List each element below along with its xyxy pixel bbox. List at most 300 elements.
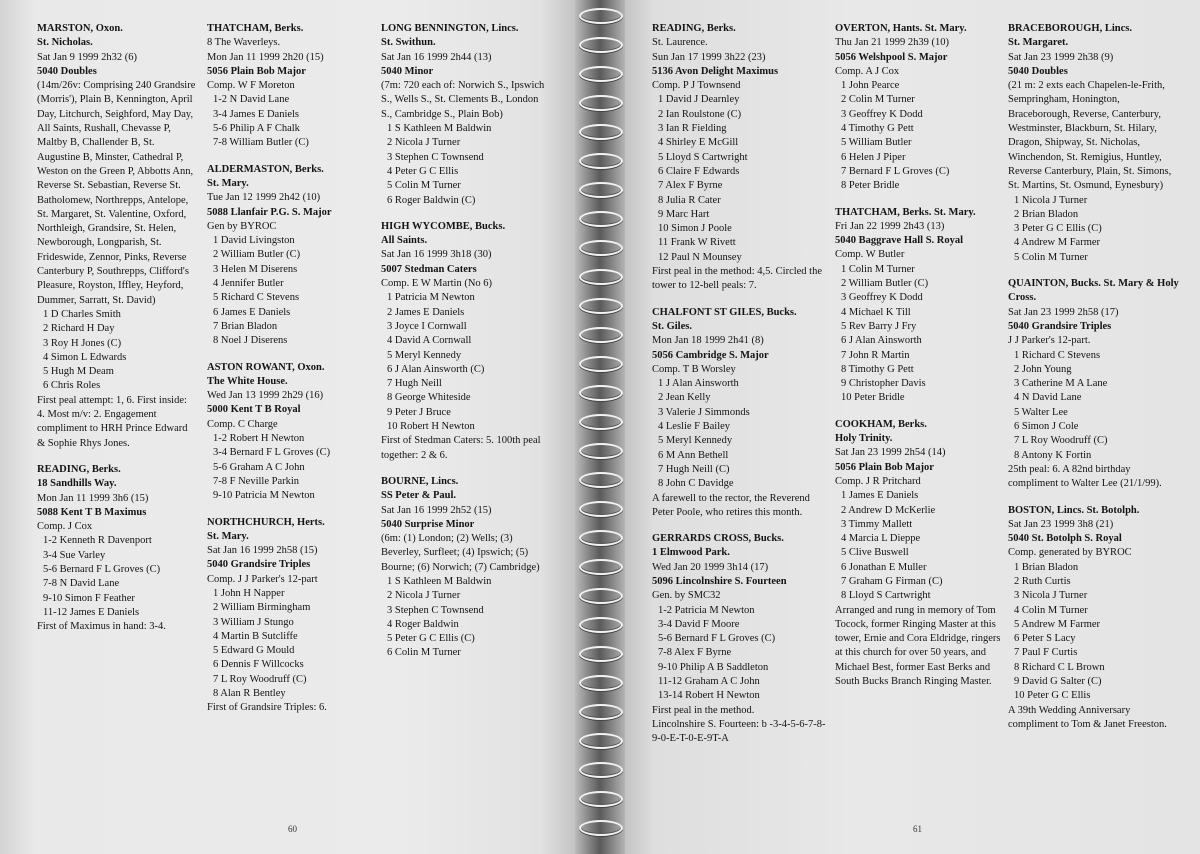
binding-ring-loop xyxy=(579,95,623,111)
peal-details: Comp. A J Cox xyxy=(835,65,900,77)
ringer-name: 10 Robert H Newton xyxy=(387,421,475,433)
peal-date: Sat Jan 16 1999 2h52 (15) xyxy=(381,504,492,516)
peal-method: 5056 Welshpool S. Major xyxy=(835,51,948,63)
ringer-name: 2 Richard H Day xyxy=(43,323,115,335)
ringer-name: 5 Colin M Turner xyxy=(1014,251,1088,263)
entry-heading: COOKHAM, Berks. xyxy=(835,418,927,430)
peal-date: Mon Jan 11 1999 2h20 (15) xyxy=(207,51,324,63)
binding-ring-loop xyxy=(579,8,623,24)
binding-ring-loop xyxy=(579,153,623,169)
ringer-name: 1-2 Patricia M Newton xyxy=(658,604,755,616)
ringer-name: 1 David J Dearnley xyxy=(658,94,740,106)
peal-method: 5040 Doubles xyxy=(37,65,97,77)
ringer-name: 1 James E Daniels xyxy=(841,490,919,502)
ringer-name: 7 Hugh Neill (C) xyxy=(658,463,730,475)
ringer-name: 6 Helen J Piper xyxy=(841,151,906,163)
ringer-name: 6 Dennis F Willcocks xyxy=(213,659,304,671)
binding-ring xyxy=(577,470,623,488)
binding-ring-loop xyxy=(579,66,623,82)
binding-ring xyxy=(577,615,623,633)
ringer-name: 4 Colin M Turner xyxy=(1014,604,1088,616)
entry-heading: St. Laurence. xyxy=(652,37,708,49)
peal-method: 5088 Kent T B Maximus xyxy=(37,506,147,518)
entry-heading: THATCHAM, Berks. xyxy=(207,23,304,34)
peal-date: Wed Jan 13 1999 2h29 (16) xyxy=(207,390,324,402)
spiral-binding xyxy=(575,0,625,854)
peal-details: Comp. W F Moreton xyxy=(207,80,295,92)
peal-date: Tue Jan 12 1999 2h42 (10) xyxy=(207,192,321,204)
ringer-name: 11 Frank W Rivett xyxy=(658,237,736,249)
binding-ring xyxy=(577,93,623,111)
binding-ring xyxy=(577,267,623,285)
ringer-name: 5 William Butler xyxy=(841,137,912,149)
ringer-name: 5 Meryl Kennedy xyxy=(387,349,462,361)
ringer-name: 3-4 Bernard F L Groves (C) xyxy=(213,447,331,459)
peal-date: Sat Jan 23 1999 3h8 (21) xyxy=(1008,518,1114,530)
ringer-name: 1 J Alan Ainsworth xyxy=(658,378,739,390)
binding-ring xyxy=(577,209,623,227)
peal-entry xyxy=(835,206,1005,406)
ringer-name: 3-4 David F Moore xyxy=(658,618,740,630)
ringer-name: 1 S Kathleen M Baldwin xyxy=(387,123,492,135)
peal-entry xyxy=(207,516,372,716)
ringer-name: 3 Stephen C Townsend xyxy=(387,604,484,616)
entry-heading: St. Mary. xyxy=(207,530,249,542)
binding-ring xyxy=(577,673,623,691)
peal-date: Sat Jan 23 1999 2h54 (14) xyxy=(835,447,946,459)
peal-entry xyxy=(381,475,551,661)
entry-heading: St. Swithun. xyxy=(381,37,436,49)
ringer-name: 2 Ian Roulstone (C) xyxy=(658,108,742,120)
peal-details: Comp. J R Pritchard xyxy=(835,475,921,487)
ringer-name: 5 Meryl Kennedy xyxy=(658,435,733,447)
binding-ring-loop xyxy=(579,327,623,343)
page-number-right: 61 xyxy=(913,824,922,834)
ringer-name: 5 Hugh M Deam xyxy=(43,366,114,378)
binding-ring-loop xyxy=(579,646,623,662)
entry-heading: GERRARDS CROSS, Bucks. xyxy=(652,533,784,545)
binding-ring xyxy=(577,557,623,575)
ringer-name: 10 Simon J Poole xyxy=(658,223,732,235)
ringer-name: 4 Roger Baldwin xyxy=(387,618,459,630)
binding-ring xyxy=(577,499,623,517)
binding-ring xyxy=(577,296,623,314)
ringer-name: 5 Richard C Stevens xyxy=(213,292,300,304)
ringer-name: 9-10 Patricia M Newton xyxy=(213,490,315,502)
entry-heading: LONG BENNINGTON, Lincs. xyxy=(381,23,519,34)
ringer-name: 3 Geoffrey K Dodd xyxy=(841,292,923,304)
binding-ring-loop xyxy=(579,675,623,691)
peal-entry xyxy=(381,220,551,463)
ringer-name: 10 Peter Bridle xyxy=(841,392,905,404)
peal-entry xyxy=(652,532,827,746)
ringer-name: 5 Walter Lee xyxy=(1014,406,1068,418)
ringer-name: 11-12 Graham A C John xyxy=(658,676,760,688)
ringer-name: 3-4 Sue Varley xyxy=(43,549,106,561)
entry-heading: BRACEBOROUGH, Lincs. xyxy=(1008,23,1132,34)
binding-ring-loop xyxy=(579,588,623,604)
ringer-name: 1 D Charles Smith xyxy=(43,308,121,320)
peal-method: 5096 Lincolnshire S. Fourteen xyxy=(652,575,787,587)
binding-ring xyxy=(577,644,623,662)
ringer-name: 4 David A Cornwall xyxy=(387,335,472,347)
ringer-name: 3 William J Stungo xyxy=(213,616,294,628)
peal-method: 5040 Minor xyxy=(381,65,434,77)
ringer-name: 2 Nicola J Turner xyxy=(387,590,461,602)
ringer-name: 2 Nicola J Turner xyxy=(387,137,461,149)
ringer-name: 5 Peter G C Ellis (C) xyxy=(387,633,475,645)
peal-note: Lincolnshire S. Fourteen: b -3-4-5-6-7-8-9-0-E-T-0-E-9T-A xyxy=(652,718,826,745)
peal-date: Sat Jan 16 1999 2h44 (13) xyxy=(381,51,492,63)
binding-ring-loop xyxy=(579,182,623,198)
peal-date: Mon Jan 11 1999 3h6 (15) xyxy=(37,492,149,504)
binding-ring xyxy=(577,789,623,807)
peal-method: 5088 Llanfair P.G. S. Major xyxy=(207,206,332,218)
ringer-name: 4 N David Lane xyxy=(1014,392,1082,404)
entry-heading: HIGH WYCOMBE, Bucks. xyxy=(381,220,506,232)
ringer-name: 3-4 James E Daniels xyxy=(213,108,300,120)
ringer-name: 4 Shirley E McGill xyxy=(658,137,739,149)
ringer-name: 2 Jean Kelly xyxy=(658,392,711,404)
ringer-name: 3 Joyce I Cornwall xyxy=(387,320,467,332)
peal-note: 25th peal: 6. A 82nd birthday compliment to Walter Lee (21/1/99). xyxy=(1008,463,1162,490)
ringer-name: 7-8 N David Lane xyxy=(43,578,120,590)
entry-heading: BOURNE, Lincs. xyxy=(381,475,459,487)
ringer-name: 3 Ian R Fielding xyxy=(658,123,727,135)
ringer-name: 3 Nicola J Turner xyxy=(1014,590,1088,602)
binding-ring xyxy=(577,441,623,459)
binding-ring-loop xyxy=(579,501,623,517)
peal-entry xyxy=(652,22,827,294)
binding-ring xyxy=(577,180,623,198)
binding-ring-loop xyxy=(579,733,623,749)
ringer-name: 8 Lloyd S Cartwright xyxy=(841,590,931,602)
peal-date: Sat Jan 23 1999 2h38 (9) xyxy=(1008,51,1114,63)
peal-details: Comp. generated by BYROC xyxy=(1008,547,1132,559)
ringer-name: 3 Valerie J Simmonds xyxy=(658,406,750,418)
peal-note: A 39th Wedding Anniversary compliment to Tom & Janet Freeston. xyxy=(1008,704,1167,730)
peal-method: 5040 Baggrave Hall S. Royal xyxy=(835,235,964,247)
ringer-name: 6 Claire F Edwards xyxy=(658,165,740,177)
ringer-name: 9-10 Simon F Feather xyxy=(43,592,135,604)
peal-method: 5056 Plain Bob Major xyxy=(835,461,934,473)
binding-ring xyxy=(577,528,623,546)
binding-ring xyxy=(577,151,623,169)
binding-ring xyxy=(577,238,623,256)
binding-ring-loop xyxy=(579,269,623,285)
ringer-name: 7 John R Martin xyxy=(841,349,910,361)
binding-ring-loop xyxy=(579,37,623,53)
ringer-name: 3 Peter G C Ellis (C) xyxy=(1014,223,1102,235)
ringer-name: 6 Simon J Cole xyxy=(1014,421,1079,433)
peal-details: Gen by BYROC xyxy=(207,220,277,232)
ringer-name: 1 Brian Bladon xyxy=(1014,561,1079,573)
binding-ring-loop xyxy=(579,791,623,807)
peal-method: 5040 Surprise Minor xyxy=(381,518,475,530)
ringer-name: 4 Peter G C Ellis xyxy=(387,165,459,177)
binding-ring-loop xyxy=(579,124,623,140)
peal-entry xyxy=(835,22,1005,194)
peal-entry xyxy=(652,306,827,520)
ringer-name: 7 Alex F Byrne xyxy=(658,180,723,192)
entry-heading: ASTON ROWANT, Oxon. xyxy=(207,361,325,373)
binding-ring-loop xyxy=(579,385,623,401)
peal-note: First of Grandsire Triples: 6. xyxy=(207,702,327,714)
binding-ring-loop xyxy=(579,443,623,459)
entry-heading: BOSTON, Lincs. St. Botolph. xyxy=(1008,504,1140,516)
ringer-name: 8 Peter Bridle xyxy=(841,180,900,192)
right-column-3 xyxy=(1008,22,1180,744)
peal-entry xyxy=(835,418,1005,690)
peal-details: (6m: (1) London; (2) Wells; (3) Beverley, Surfleet; (4) Ipswich; (5) Bourne; (6) Norwich; (7) Cambridge) xyxy=(381,533,540,573)
ringer-name: 9 Marc Hart xyxy=(658,208,710,220)
ringer-name: 1 John H Napper xyxy=(213,587,285,599)
binding-ring-loop xyxy=(579,530,623,546)
ringer-name: 6 Jonathan E Muller xyxy=(841,561,927,573)
ringer-name: 1 John Pearce xyxy=(841,80,900,92)
entry-heading: THATCHAM, Berks. St. Mary. xyxy=(835,206,976,218)
left-page xyxy=(0,0,575,854)
ringer-name: 3 Timmy Mallett xyxy=(841,518,913,530)
ringer-name: 4 Simon L Edwards xyxy=(43,351,127,363)
peal-note: First peal attempt: 1, 6. First inside: 4. Most m/v: 2. Engagement compliment to HRH Prince Edward & Sophie Rhys Jones. xyxy=(37,394,188,449)
peal-date: Thu Jan 21 1999 2h39 (10) xyxy=(835,37,950,49)
ringer-name: 2 Ruth Curtis xyxy=(1014,575,1071,587)
left-column-3 xyxy=(381,22,551,673)
ringer-name: 5-6 Bernard F L Groves (C) xyxy=(43,563,161,575)
peal-date: Wed Jan 20 1999 3h14 (17) xyxy=(652,561,769,573)
peal-entry xyxy=(1008,277,1180,491)
ringer-name: 5-6 Philip A F Chalk xyxy=(213,123,300,135)
binding-ring xyxy=(577,35,623,53)
peal-method: 5007 Stedman Caters xyxy=(381,263,477,275)
binding-ring-loop xyxy=(579,472,623,488)
peal-details: (7m: 720 each of: Norwich S., Ipswich S., Wells S., St. Clements B., London S., Cambridge S., Plain Bob) xyxy=(381,80,545,120)
ringer-name: 5 Lloyd S Cartwright xyxy=(658,151,748,163)
binding-ring xyxy=(577,354,623,372)
ringer-name: 7 Hugh Neill xyxy=(387,378,442,390)
entry-heading: The White House. xyxy=(207,375,288,387)
binding-ring-loop xyxy=(579,356,623,372)
ringer-name: 2 Colin M Turner xyxy=(841,94,915,106)
peal-details: (14m/26v: Comprising 240 Grandsire (Morris'), Plain B, Kennington, April Day, Litchurch, Seighford, May Day, All Saints, Rushall, Chevasse P, Maltby B, Challender B, St. Augustine B, Minster, Cathedral P, Weston on the Green P, Abbotts Ann, Reverse St. Sebastian, Reverse St. Batholomew, Northrepps, Antelope, St. Margaret, St. Valentine, Oxford, Northleigh, Grandsire, St. Helen, Newborough, Longparish, St. Frideswide, Zennor, Pinks, Reverse Canterbury P, Southrepps, Clifford's Pleasure, Royston, Iffley, Heyford, Dummer, Sarratt, St. David) xyxy=(37,80,196,306)
ringer-name: 6 James E Daniels xyxy=(213,306,291,318)
peal-details: Comp. T B Worsley xyxy=(652,363,736,375)
peal-entry xyxy=(1008,22,1180,265)
ringer-name: 2 William Butler (C) xyxy=(213,249,301,261)
binding-ring-loop xyxy=(579,298,623,314)
ringer-name: 6 Chris Roles xyxy=(43,380,101,392)
right-column-1 xyxy=(652,22,827,759)
peal-entry xyxy=(37,463,197,635)
ringer-name: 5 Rev Barry J Fry xyxy=(841,320,917,332)
ringer-name: 7 Graham G Firman (C) xyxy=(841,575,943,587)
right-column-2 xyxy=(835,22,1005,701)
binding-ring xyxy=(577,6,623,24)
ringer-name: 4 Leslie F Bailey xyxy=(658,421,731,433)
entry-heading: SS Peter & Paul. xyxy=(381,490,457,502)
ringer-name: 2 William Butler (C) xyxy=(841,278,929,290)
ringer-name: 13-14 Robert H Newton xyxy=(658,690,760,702)
peal-method: 5040 Grandsire Triples xyxy=(1008,320,1112,332)
ringer-name: 5 Edward G Mould xyxy=(213,645,295,657)
peal-note: First peal in the method. xyxy=(652,704,755,716)
ringer-name: 8 John C Davidge xyxy=(658,478,734,490)
peal-entry xyxy=(207,163,372,349)
peal-date: Sun Jan 17 1999 3h22 (23) xyxy=(652,51,766,63)
ringer-name: 3 Stephen C Townsend xyxy=(387,151,484,163)
peal-details: Comp. E W Martin (No 6) xyxy=(381,278,493,290)
binding-ring xyxy=(577,383,623,401)
binding-ring-loop xyxy=(579,762,623,778)
peal-details: Comp. P J Townsend xyxy=(652,80,741,92)
ringer-name: 7-8 Alex F Byrne xyxy=(658,647,732,659)
ringer-name: 5 Andrew M Farmer xyxy=(1014,618,1101,630)
page-number-left: 60 xyxy=(288,824,297,834)
peal-details: Comp. W Butler xyxy=(835,249,905,261)
peal-date: Sat Jan 16 1999 3h18 (30) xyxy=(381,249,492,261)
ringer-name: 9 Christopher Davis xyxy=(841,378,926,390)
ringer-name: 6 Roger Baldwin (C) xyxy=(387,194,476,206)
ringer-name: 2 John Young xyxy=(1014,363,1072,375)
ringer-name: 1 David Livingston xyxy=(213,235,295,247)
binding-ring xyxy=(577,760,623,778)
binding-ring xyxy=(577,64,623,82)
peal-date: Sat Jan 23 1999 2h58 (17) xyxy=(1008,306,1119,318)
binding-ring xyxy=(577,702,623,720)
peal-entry xyxy=(1008,504,1180,733)
peal-date: Mon Jan 18 1999 2h41 (8) xyxy=(652,335,764,347)
binding-ring-loop xyxy=(579,240,623,256)
ringer-name: 2 Andrew D McKerlie xyxy=(841,504,936,516)
binding-ring xyxy=(577,818,623,836)
ringer-name: 1 Nicola J Turner xyxy=(1014,194,1088,206)
entry-heading: OVERTON, Hants. St. Mary. xyxy=(835,23,967,34)
peal-note: Arranged and rung in memory of Tom Tocock, former Ringing Master at this tower, Ernie and Cora Eldridge, ringers at this church for over 50 years, and Michael Best, former East Berks and South Bucks Branch Ringing Master. xyxy=(835,604,1001,688)
ringer-name: 5 Clive Buswell xyxy=(841,547,909,559)
ringer-name: 6 J Alan Ainsworth xyxy=(841,335,922,347)
entry-heading: MARSTON, Oxon. xyxy=(37,23,123,34)
binding-ring xyxy=(577,731,623,749)
entry-heading: 18 Sandhills Way. xyxy=(37,478,117,490)
entry-heading: St. Margaret. xyxy=(1008,37,1069,49)
ringer-name: 9 David G Salter (C) xyxy=(1014,676,1102,688)
peal-note: First of Stedman Caters: 5. 100th peal together: 2 & 6. xyxy=(381,435,541,461)
ringer-name: 7 Brian Bladon xyxy=(213,320,278,332)
ringer-name: 3 Roy H Jones (C) xyxy=(43,337,122,349)
binding-ring xyxy=(577,586,623,604)
peal-details: J J Parker's 12-part. xyxy=(1008,335,1091,347)
peal-method: 5136 Avon Delight Maximus xyxy=(652,65,779,77)
peal-method: 5040 Grandsire Triples xyxy=(207,559,311,571)
entry-heading: St. Nicholas. xyxy=(37,37,93,49)
entry-heading: All Saints. xyxy=(381,235,428,247)
binding-ring-loop xyxy=(579,414,623,430)
peal-method: 5000 Kent T B Royal xyxy=(207,404,301,416)
ringer-name: 8 Alan R Bentley xyxy=(213,688,286,700)
ringer-name: 8 Antony K Fortin xyxy=(1014,449,1092,461)
entry-heading: READING, Berks. xyxy=(37,463,121,475)
ringer-name: 10 Peter G C Ellis xyxy=(1014,690,1091,702)
ringer-name: 6 J Alan Ainsworth (C) xyxy=(387,363,485,375)
ringer-name: 8 Julia R Cater xyxy=(658,194,721,206)
ringer-name: 7 Bernard F L Groves (C) xyxy=(841,165,950,177)
peal-entry xyxy=(207,361,372,504)
ringer-name: 2 James E Daniels xyxy=(387,306,465,318)
peal-date: Sat Jan 9 1999 2h32 (6) xyxy=(37,51,138,63)
peal-date: Sat Jan 16 1999 2h58 (15) xyxy=(207,545,318,557)
peal-method: 5056 Plain Bob Major xyxy=(207,65,306,77)
ringer-name: 6 Colin M Turner xyxy=(387,647,461,659)
binding-ring xyxy=(577,412,623,430)
entry-heading: QUAINTON, Bucks. St. Mary & Holy Cross. xyxy=(1008,278,1179,304)
ringer-name: 1-2 N David Lane xyxy=(213,94,290,106)
ringer-name: 1-2 Robert H Newton xyxy=(213,433,305,445)
ringer-name: 4 Martin B Sutcliffe xyxy=(213,630,298,642)
ringer-name: 1 S Kathleen M Baldwin xyxy=(387,575,492,587)
ringer-name: 3 Geoffrey K Dodd xyxy=(841,108,923,120)
ringer-name: 8 Timothy G Pett xyxy=(841,363,914,375)
peal-details: Comp. C Charge xyxy=(207,418,278,430)
binding-ring-loop xyxy=(579,559,623,575)
ringer-name: 8 Noel J Diserens xyxy=(213,335,288,347)
binding-ring xyxy=(577,325,623,343)
ringer-name: 5 Colin M Turner xyxy=(387,180,461,192)
ringer-name: 7 L Roy Woodruff (C) xyxy=(1014,435,1108,447)
entry-heading: NORTHCHURCH, Herts. xyxy=(207,516,325,528)
peal-method: 5056 Cambridge S. Major xyxy=(652,349,769,361)
ringer-name: 9-10 Philip A B Saddleton xyxy=(658,661,769,673)
ringer-name: 4 Jennifer Butler xyxy=(213,278,284,290)
ringer-name: 1 Colin M Turner xyxy=(841,263,915,275)
entry-heading: St. Mary. xyxy=(207,177,249,189)
peal-method: 5040 St. Botolph S. Royal xyxy=(1008,533,1122,545)
ringer-name: 1-2 Kenneth R Davenport xyxy=(43,535,152,547)
left-column-1 xyxy=(37,22,197,646)
entry-heading: 1 Elmwood Park. xyxy=(652,547,730,559)
peal-entry xyxy=(381,22,551,208)
ringer-name: 1 Richard C Stevens xyxy=(1014,349,1101,361)
peal-details: (21 m: 2 exts each Chapelen-le-Frith, Sempringham, Honington, Braceborough, Reverse, Canterbury, Westminster, Blackburn, St. Hilary, Dragon, Shipway, St. Nicholas, Winchendon, St. Remigius, Huntley, Reverse Canterbury, Plain, St. Simons, St. Martins, St. Osmund, Eynesbury) xyxy=(1008,80,1172,192)
ringer-name: 4 Michael K Till xyxy=(841,306,911,318)
peal-entry xyxy=(207,22,372,151)
peal-note: A farewell to the rector, the Reverend Peter Poole, who retires this month. xyxy=(652,492,810,518)
binding-ring xyxy=(577,122,623,140)
ringer-name: 6 M Ann Bethell xyxy=(658,449,729,461)
peal-method: 5040 Doubles xyxy=(1008,65,1068,77)
ringer-name: 9 Peter J Bruce xyxy=(387,406,451,418)
binding-ring-loop xyxy=(579,617,623,633)
ringer-name: 7-8 F Neville Parkin xyxy=(213,475,300,487)
ringer-name: 2 William Birmingham xyxy=(213,602,311,614)
ringer-name: 4 Andrew M Farmer xyxy=(1014,237,1101,249)
ringer-name: 4 Marcia L Dieppe xyxy=(841,533,921,545)
peal-note: First of Maximus in hand: 3-4. xyxy=(37,621,166,633)
binding-ring-loop xyxy=(579,704,623,720)
peal-details: Gen. by SMC32 xyxy=(652,590,721,602)
right-page xyxy=(625,0,1200,854)
ringer-name: 12 Paul N Mounsey xyxy=(658,251,742,263)
peal-entry xyxy=(37,22,197,451)
ringer-name: 4 Timothy G Pett xyxy=(841,123,914,135)
peal-details: Comp. J J Parker's 12-part xyxy=(207,573,318,585)
peal-date: Fri Jan 22 1999 2h43 (13) xyxy=(835,220,945,232)
ringer-name: 6 Peter S Lacy xyxy=(1014,633,1076,645)
ringer-name: 7 Paul F Curtis xyxy=(1014,647,1078,659)
ringer-name: 3 Helen M Diserens xyxy=(213,263,298,275)
entry-heading: St. Giles. xyxy=(652,320,692,332)
entry-heading: Holy Trinity. xyxy=(835,433,893,445)
